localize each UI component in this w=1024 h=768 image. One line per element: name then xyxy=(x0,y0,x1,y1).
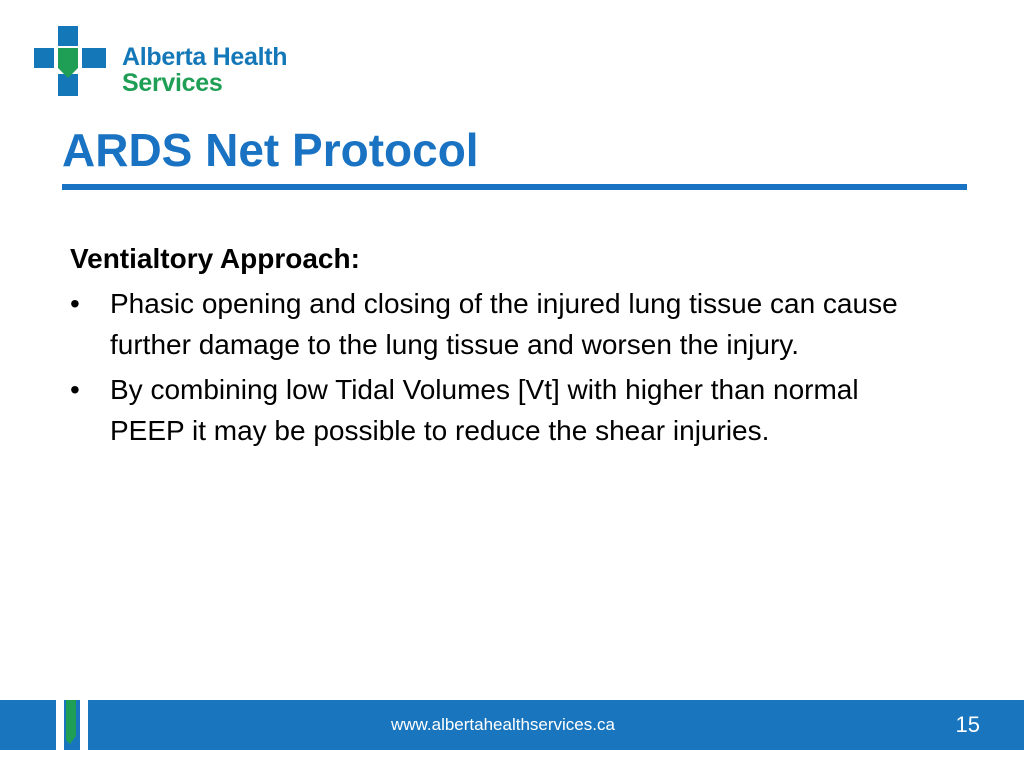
logo-wordmark xyxy=(122,44,287,96)
page-number: 15 xyxy=(955,712,980,737)
bullet-text: By combining low Tidal Volumes [Vt] with higher than normal PEEP it may be possible to reduce the shear injuries. xyxy=(110,374,859,446)
slide-title: ARDS Net Protocol xyxy=(62,124,479,176)
website-url: www.albertahealthservices.ca xyxy=(391,715,615,734)
bullet-item xyxy=(70,283,930,365)
bullet-icon: • xyxy=(70,374,80,405)
section-heading: Ventialtory Approach: xyxy=(70,243,360,274)
bullet-icon: • xyxy=(70,288,80,319)
slide-body xyxy=(70,238,930,451)
logo-line-1: Alberta Health xyxy=(122,43,288,71)
footer-logo-mark-icon xyxy=(50,700,90,750)
title-underline xyxy=(62,184,967,190)
bullet-item xyxy=(70,369,930,451)
ahs-cross-logo-icon xyxy=(34,26,110,100)
bullet-text: Phasic opening and closing of the injured lung tissue can cause further damage to the lung tissue and worsen the injury. xyxy=(110,288,898,360)
logo-line-2: Services xyxy=(122,69,223,97)
bullet-list xyxy=(70,283,930,451)
logo xyxy=(34,26,294,102)
footer-bar xyxy=(0,700,1024,750)
